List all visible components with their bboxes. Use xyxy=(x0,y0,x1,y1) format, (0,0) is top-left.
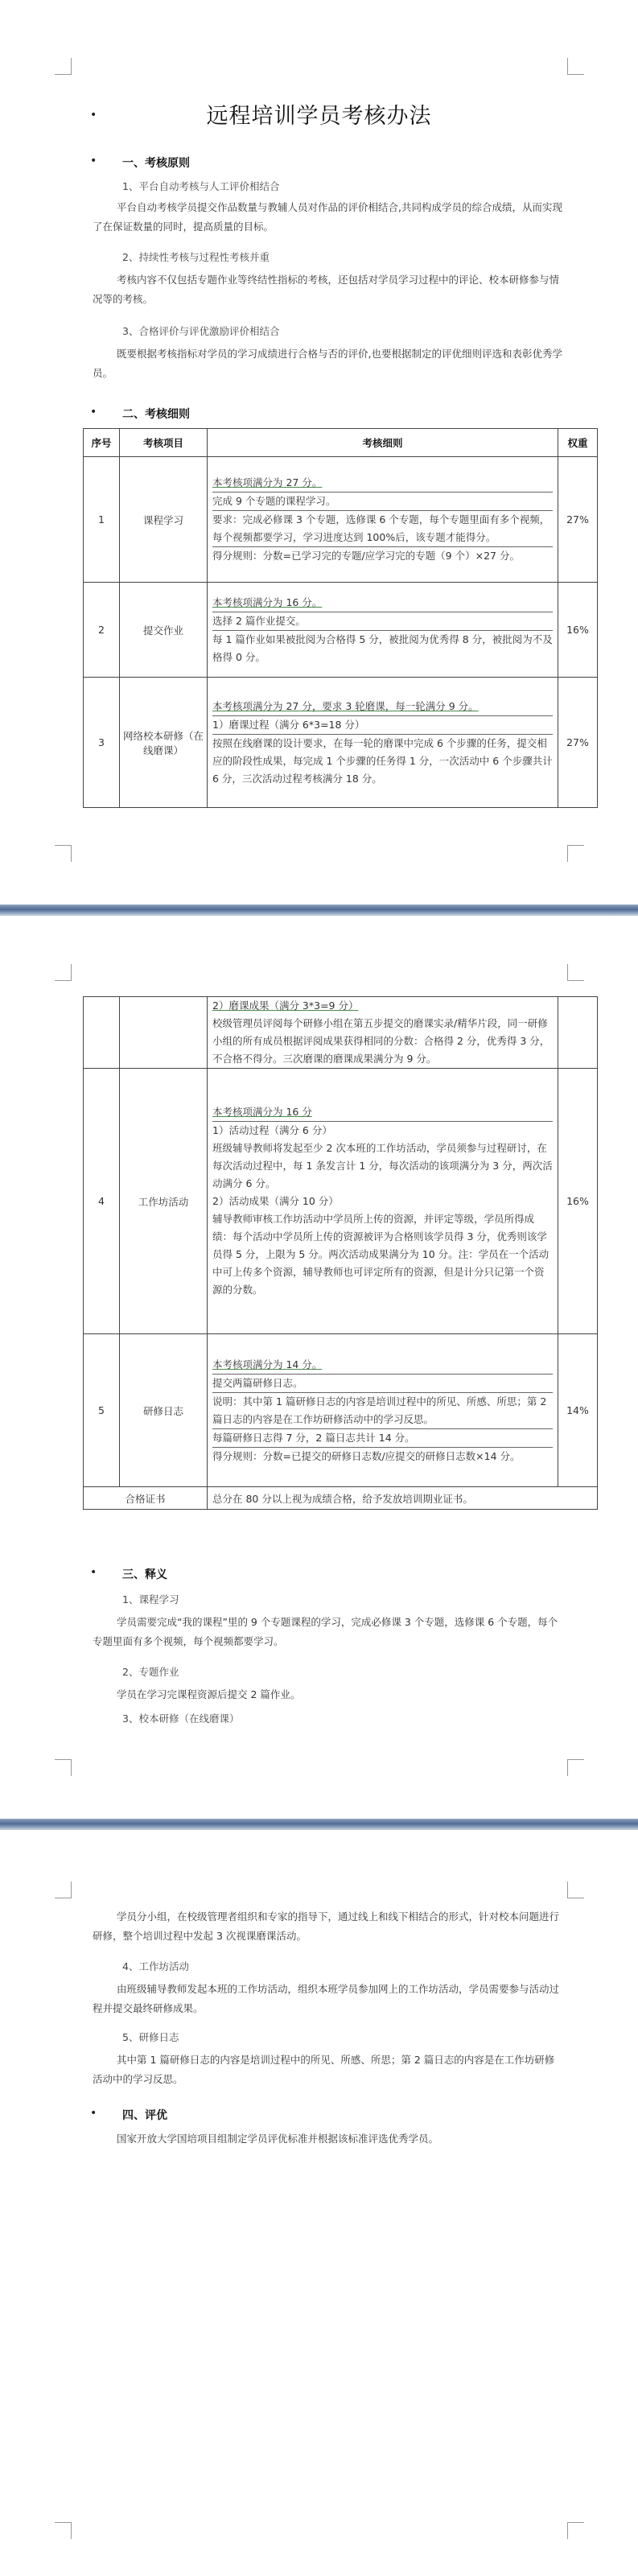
bullet: • xyxy=(90,406,97,418)
detail-line: 每篇研修日志得 7 分，2 篇日志共计 14 分。 xyxy=(212,1429,553,1448)
pass-text: 总分在 80 分以上视为成绩合格，给予发放培训期业证书。 xyxy=(208,1487,598,1510)
detail-line: 本考核项满分为 16 分 xyxy=(212,1103,553,1122)
s3-item: 3、校本研修（在线磨课） xyxy=(122,1713,240,1725)
bullet: • xyxy=(90,2107,97,2120)
criteria-table-part-2 xyxy=(83,996,598,1510)
criteria-table-part-1 xyxy=(83,428,598,808)
s3-paragraph: 由班级辅导教师发起本班的工作坊活动，组织本班学员参加网上的工作坊活动，学员需要参与活动过程并提交最终研修成果。 xyxy=(93,1983,560,2014)
document-title: 远程培训学员考核办法 xyxy=(206,104,432,129)
detail-line: 本考核项满分为 16 分。 xyxy=(212,594,553,612)
page-separator xyxy=(0,1819,638,1830)
s3-paragraph: 学员需要完成“我的课程”里的 9 个专题课程的学习，完成必修课 3 个专题，选修课 6 个专题，每个专题里面有多个视频，每个视频都要学习。 xyxy=(93,1616,558,1647)
row-number: 3 xyxy=(84,678,120,808)
detail-line: 按照在线磨课的设计要求，在每一轮的磨课中完成 6 个步骤的任务，提交相应的阶段性成果，每完成 1 个步骤的任务得 1 分，一次活动中 6 个步骤共计 6 分，三次活动过程考核满分 18 分。 xyxy=(212,736,553,785)
table-row xyxy=(84,457,598,583)
bullet: • xyxy=(90,155,97,167)
row-weight: 27% xyxy=(558,457,598,583)
row-number: 2 xyxy=(84,583,120,678)
detail-line: 本考核项满分为 27 分，要求 3 轮磨课，每一轮满分 9 分。 xyxy=(212,698,553,716)
section-1-heading: 一、考核原则 xyxy=(122,157,190,170)
table-row xyxy=(84,1334,598,1487)
detail-line: 说明：其中第 1 篇研修日志的内容是培训过程中的所见、所感、所思；第 2 篇日志的内容是在工作坊研修活动中的学习反思。 xyxy=(212,1393,553,1429)
row-item xyxy=(120,997,208,1069)
detail-line: 选择 2 篇作业提交。 xyxy=(212,612,553,631)
s1-item: 2、持续性考核与过程性考核并重 xyxy=(122,251,270,263)
bullet: • xyxy=(90,109,97,122)
detail-line: 要求：完成必修课 3 个专题，选修课 6 个专题，每个专题里面有多个视频，每个视频都要学习，学习进度达到 100%后，该专题才能得分。 xyxy=(212,511,553,547)
detail-line: 得分规则：分数=已提交的研修日志数/应提交的研修日志数×14 分。 xyxy=(212,1449,521,1462)
row-item: 网络校本研修（在线磨课） xyxy=(120,678,208,808)
page-3 xyxy=(0,1830,638,2576)
detail-line: 得分规则：分数=已学习完的专题/应学习完的专题（9 个）×27 分。 xyxy=(212,550,520,562)
col-header: 考核项目 xyxy=(120,429,208,457)
detail-line: 校级管理员评阅每个研修小组在第五步提交的磨课实录/精华片段，同一研修小组的所有成员根据评阅成果获得相同的分数：合格得 2 分，优秀得 3 分，不合格不得分。三次磨课的磨课成果满分为 9 分。 xyxy=(212,1017,550,1065)
row-number: 5 xyxy=(84,1334,120,1487)
detail-line: 本考核项满分为 14 分。 xyxy=(212,1356,553,1375)
section-4-heading: 四、评优 xyxy=(122,2109,167,2122)
s1-paragraph: 既要根据考核指标对学员的学习成绩进行合格与否的评价,也要根据制定的评优细则评选和表彰优秀学员。 xyxy=(93,348,562,379)
table-row xyxy=(84,1487,598,1510)
detail-line: 班级辅导教师将发起至少 2 次本班的工作坊活动，学员须参与过程研讨，在每次活动过程中，每 1 条发言计 1 分，每次活动的该项满分为 3 分，两次活动满分 6 分。 xyxy=(212,1142,553,1189)
s3-paragraph: 学员分小组，在校级管理者组织和专家的指导下，通过线上和线下相结合的形式，针对校本问题进行研修，整个培训过程中发起 3 次视课磨课活动。 xyxy=(93,1910,560,1942)
table-row xyxy=(84,678,598,808)
table-row xyxy=(84,583,598,678)
page-2 xyxy=(0,916,638,1819)
detail-line: 每 1 篇作业如果被批阅为合格得 5 分，被批阅为优秀得 8 分，被批阅为不及格得 0 分。 xyxy=(212,633,553,663)
row-weight xyxy=(558,997,598,1069)
row-item: 课程学习 xyxy=(120,457,208,583)
row-weight: 16% xyxy=(558,583,598,678)
section-3-heading: 三、释义 xyxy=(122,1568,167,1581)
s1-paragraph: 平台自动考核学员提交作品数量与教辅人员对作品的评价相结合,共同构成学员的综合成绩，从而实现了在保证数量的同时，提高质量的目标。 xyxy=(93,201,562,233)
detail-line: 2）磨课成果（满分 3*3=9 分） xyxy=(212,999,359,1012)
s1-item: 1、平台自动考核与人工评价相结合 xyxy=(122,180,280,192)
s1-item: 3、合格评价与评优激励评价相结合 xyxy=(122,325,280,337)
row-item: 研修日志 xyxy=(120,1334,208,1487)
pass-label: 合格证书 xyxy=(84,1487,208,1510)
s3-paragraph: 其中第 1 篇研修日志的内容是培训过程中的所见、所感、所思；第 2 篇日志的内容是在工作坊研修活动中的学习反思。 xyxy=(93,2054,555,2085)
s3-paragraph: 学员在学习完课程资源后提交 2 篇作业。 xyxy=(117,1688,301,1700)
page-1 xyxy=(0,0,638,909)
bullet: • xyxy=(90,1566,97,1579)
row-weight: 16% xyxy=(558,1069,598,1334)
row-number: 4 xyxy=(84,1069,120,1334)
detail-line: 辅导教师审核工作坊活动中学员所上传的资源，并评定等级，学员所得成绩：每个活动中学员所上传的资源被评为合格则该学员得 3 分，优秀则该学员得 5 分，上限为 5 分。两次活动成果满分为 10 分。注：学员在一个活动中可上传多个资源，辅导教师也可评定所有的资源，但是计分只记第一个资源的分数。 xyxy=(212,1213,550,1296)
page-separator xyxy=(0,905,638,916)
row-item: 工作坊活动 xyxy=(120,1069,208,1334)
s4-paragraph: 国家开放大学国培项目组制定学员评优标准并根据该标准评选优秀学员。 xyxy=(117,2133,439,2145)
detail-line: 提交两篇研修日志。 xyxy=(212,1375,553,1393)
table-row xyxy=(84,1069,598,1334)
s3-item: 1、课程学习 xyxy=(122,1593,179,1605)
row-weight: 27% xyxy=(558,678,598,808)
col-header: 考核细则 xyxy=(208,429,558,457)
detail-line: 本考核项满分为 27 分。 xyxy=(212,474,553,493)
s3-item: 2、专题作业 xyxy=(122,1666,179,1678)
row-number: 1 xyxy=(84,457,120,583)
row-number xyxy=(84,997,120,1069)
table-row xyxy=(84,997,598,1069)
section-2-heading: 二、考核细则 xyxy=(122,408,190,421)
row-item: 提交作业 xyxy=(120,583,208,678)
s3-item: 5、研修日志 xyxy=(122,2031,179,2043)
s3-item: 4、工作坊活动 xyxy=(122,1960,189,1972)
detail-line: 完成 9 个专题的课程学习。 xyxy=(212,493,553,511)
detail-line: 1）活动过程（满分 6 分） xyxy=(212,1124,332,1136)
s1-paragraph: 考核内容不仅包括专题作业等终结性指标的考核，还包括对学员学习过程中的评论、校本研修参与情况等的考核。 xyxy=(93,274,560,305)
col-header: 序号 xyxy=(84,429,120,457)
detail-line: 1）磨课过程（满分 6*3=18 分） xyxy=(212,716,553,735)
col-header: 权重 xyxy=(558,429,598,457)
detail-line: 2）活动成果（满分 10 分） xyxy=(212,1195,339,1207)
row-weight: 14% xyxy=(558,1334,598,1487)
